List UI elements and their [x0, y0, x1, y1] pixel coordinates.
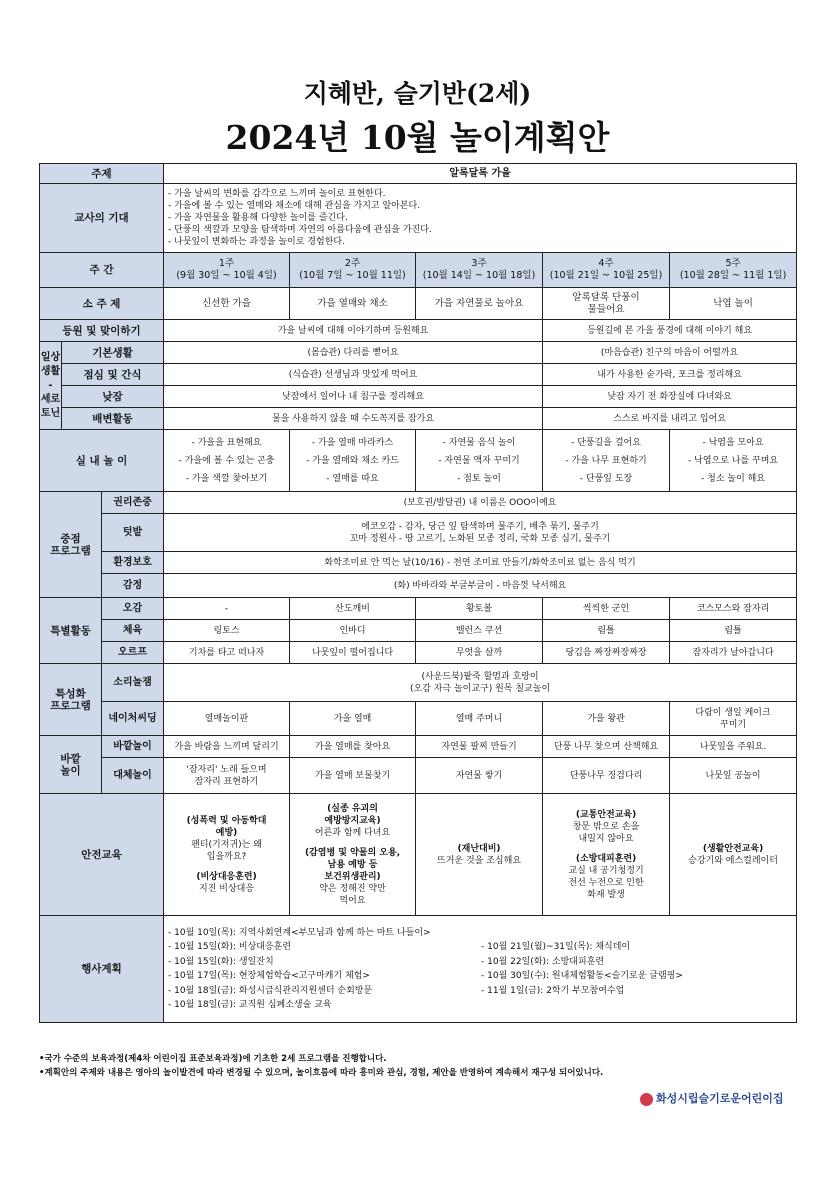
indoor-cell — [416, 430, 543, 492]
subtheme-cell: 가을 자연물로 놀아요 — [416, 288, 543, 320]
week-header-line: (10월 7일 ~ 10월 11일) — [299, 270, 406, 281]
expect-label: 교사의 기대 — [40, 184, 164, 253]
basic-right: (마음습관) 친구의 마음이 어떨까요 — [543, 342, 797, 364]
safety-cell — [416, 794, 543, 916]
outdoor-cell — [164, 736, 290, 758]
title-line2: 2024년 10월 놀이계획안 — [225, 118, 610, 157]
indoor-label: 실 내 놀 이 — [40, 430, 164, 492]
week-header — [164, 253, 290, 288]
outdoor-cell-line: 나뭇잎을 주워요. — [699, 741, 767, 752]
title-line1: 지혜반, 슬기반(2세) — [303, 79, 532, 108]
pe-cell-line: 밸런스 쿠션 — [455, 625, 503, 636]
safety-label: 안전교육 — [40, 794, 164, 916]
char-group-label: 특성화 프로그램 — [40, 664, 102, 736]
routine-group-label: 일상 생활 - 세로 토닌 — [40, 342, 62, 430]
events-right — [481, 926, 794, 1013]
indoor-cell-line: - 낙엽으로 나를 꾸며요 — [688, 455, 779, 466]
garden-value — [164, 514, 797, 552]
nap-label: 낮잠 — [62, 386, 164, 408]
orff-cell — [543, 642, 670, 664]
safety-cell — [290, 794, 416, 916]
week-header-line: 4주 — [598, 258, 614, 269]
theme-label: 주제 — [40, 164, 164, 184]
basic-label: 기본생활 — [62, 342, 164, 364]
safety-heading: (비상대응훈련) — [196, 871, 257, 882]
alt-cell: 자연물 쌓기 — [416, 758, 543, 794]
subtheme-cell: 낙엽 놀이 — [670, 288, 797, 320]
indoor-cell — [543, 430, 670, 492]
logo-text: 화성시립슬기로운어린이집 — [656, 1092, 784, 1105]
orff-cell-line: 나뭇잎이 떨어집니다 — [311, 647, 394, 658]
alt-cell: '잠자리' 노래 들으며 잠자리 표현하기 — [164, 758, 290, 794]
event-item: - 10월 17일(목): 현장체험학습<고구마캐기 체험> — [168, 971, 370, 981]
week-header-line: 2주 — [344, 258, 361, 269]
garden-line: 에코오감 - 감자, 당근 잎 탐색하며 물주기, 배추 묶기, 물주기 — [361, 521, 599, 532]
outdoor-cell-line: 자연물 팔찌 만들기 — [441, 741, 517, 752]
indoor-cell-line: - 낙엽을 모아요 — [702, 437, 764, 448]
indoor-cell-line: - 가을을 표현해요 — [191, 437, 262, 448]
five-sense-cell-line: - — [224, 603, 229, 614]
pe-label: 체육 — [102, 620, 164, 642]
expectation-item: - 가을 자연물을 활용해 다양한 놀이를 즐긴다. — [168, 213, 348, 223]
nature-cell: 다람이 생일 케이크 꾸미기 — [670, 702, 797, 736]
event-item: - 10월 15일(화): 생일잔치 — [168, 956, 274, 967]
safety-heading: (재난대비) — [457, 843, 501, 854]
alt-cell: 가을 열매 보물찾기 — [290, 758, 416, 794]
event-item: - 10월 30일(수): 원내체험활동<슬기로운 글램핑> — [481, 971, 683, 981]
five-sense-cell-line: 산도깨비 — [335, 603, 370, 614]
special-label: 특별활동 — [40, 598, 102, 664]
safety-heading: (소방대피훈련) — [575, 853, 637, 864]
indoor-cell-line: - 가을에 볼 수 있는 곤충 — [178, 455, 275, 466]
safety-body: 교실 내 공기청정기 전선 누전으로 인한 화재 발생 — [568, 865, 644, 900]
sound-line: (사운드북)팥죽 할멈과 호랑이 — [421, 671, 539, 682]
meal-label: 점심 및 간식 — [62, 364, 164, 386]
safety-body: 뜨거운 것을 조심해요 — [437, 855, 522, 866]
safety-cell — [543, 794, 670, 916]
safety-body: 창문 밖으로 손을 내밀지 않아요 — [572, 821, 640, 844]
emotion-label: 감정 — [102, 574, 164, 598]
sound-value — [164, 664, 797, 702]
orff-cell-line: 잠자리가 날아갑니다 — [692, 647, 774, 658]
focus-group-label: 중점 프로그램 — [40, 492, 102, 598]
event-item — [481, 998, 794, 1013]
indoor-cell — [290, 430, 416, 492]
outdoor-cell — [670, 736, 797, 758]
toilet-left: 물을 사용하지 않을 때 수도꼭지를 잠가요 — [164, 408, 543, 430]
nature-cell: 가을 열매 — [290, 702, 416, 736]
nap-right: 낮잠 자기 전 화장실에 다녀와요 — [543, 386, 797, 408]
safety-body: 팬티(기저귀)는 왜 입을까요? — [191, 839, 262, 862]
event-item: - 11월 1일(금): 2학기 부모참여수업 — [481, 985, 625, 996]
meal-left: (식습관) 선생님과 맛있게 먹어요 — [164, 364, 543, 386]
pe-cell — [543, 620, 670, 642]
safety-body: 승강기와 에스컬레이터 — [688, 855, 778, 866]
basic-left: (몸습관) 다리를 뻗어요 — [164, 342, 543, 364]
theme-value: 알록달록 가을 — [164, 164, 797, 184]
nature-cell: 열매 주머니 — [416, 702, 543, 736]
week-header-line: 5주 — [725, 258, 741, 269]
toilet-label: 배변활동 — [62, 408, 164, 430]
orff-cell-line: 무엇을 살까 — [455, 647, 503, 658]
arrival-left: 가을 날씨에 대해 이야기하며 등원해요 — [164, 320, 543, 342]
alt-cell: 나뭇잎 공놀이 — [670, 758, 797, 794]
expectation-item: - 가을 날씨의 변화를 감각으로 느끼며 놀이로 표현한다. — [168, 189, 386, 199]
env-label: 환경보호 — [102, 552, 164, 574]
indoor-cell-line: - 자연물 음식 놀이 — [442, 437, 516, 448]
events-left — [168, 926, 481, 1013]
orff-cell-line: 기차를 타고 떠나자 — [188, 647, 265, 658]
event-item — [481, 926, 794, 941]
sound-label: 소리놀잼 — [102, 664, 164, 702]
pe-cell-line: 링토스 — [213, 625, 240, 636]
week-header-line: (10월 21일 ~ 10월 25일) — [549, 270, 663, 281]
indoor-cell — [670, 430, 797, 492]
outdoor-label: 바깥놀이 — [102, 736, 164, 758]
toilet-right: 스스로 바지를 내리고 입어요 — [543, 408, 797, 430]
orff-cell — [416, 642, 543, 664]
five-sense-cell-line: 씩씩한 군인 — [582, 603, 630, 614]
indoor-cell-line: - 자연물 액자 꾸미기 — [438, 455, 520, 466]
five-sense-cell-line: 황토볼 — [465, 603, 493, 614]
week-header — [290, 253, 416, 288]
safety-heading: (교통안전교육) — [575, 809, 637, 820]
indoor-cell — [164, 430, 290, 492]
event-item: - 10월 10일(목): 지역사회연계<부모님과 함께 하는 마트 나들이> — [168, 927, 431, 938]
orff-label: 오르프 — [102, 642, 164, 664]
safety-cell — [670, 794, 797, 916]
emotion-value: (화) 바바라와 부글부글이 - 마음껏 낙서해요 — [164, 574, 797, 598]
indoor-cell-line: - 가을 나무 표현하기 — [565, 455, 647, 466]
garden-line: 꼬마 정원사 - 땅 고르기, 노화된 모종 정리, 국화 모종 심기, 물주기 — [349, 533, 611, 544]
subtheme-cell: 알록달록 단풍이 물들어요 — [543, 288, 670, 320]
rights-value: (보호권/발달권) 내 이름은 OOO이예요 — [164, 492, 797, 514]
safety-body: 지진 비상대응 — [199, 883, 255, 894]
alt-label: 대체놀이 — [102, 758, 164, 794]
pe-cell — [670, 620, 797, 642]
event-item: - 10월 18일(금): 화성시급식관리지원센터 순회방문 — [168, 985, 373, 996]
five-sense-cell — [543, 598, 670, 620]
safety-heading: (감염병 및 약물의 오용, 남용 예방 등 보건위생관리) — [304, 847, 401, 882]
nap-left: 낮잠에서 일어나 내 침구를 정리해요 — [164, 386, 543, 408]
event-item: - 10월 22일(화): 소방대피훈련 — [481, 956, 605, 967]
rights-label: 권리존중 — [102, 492, 164, 514]
event-item: - 10월 15일(화): 비상대응훈련 — [168, 942, 292, 952]
subtheme-label: 소 주 제 — [40, 288, 164, 320]
events-cell — [164, 916, 797, 1023]
plan-table — [39, 163, 797, 1023]
week-header — [670, 253, 797, 288]
indoor-cell-line: - 열매를 따요 — [326, 473, 379, 484]
subtheme-cell: 가을 열매와 채소 — [290, 288, 416, 320]
safety-body: 어른과 함께 다녀요 — [314, 827, 391, 838]
footnote-1: •국가 수준의 보육과정(제4차 어린이집 표준보육과정)에 기초한 2세 프로그램을 진행합니다. — [39, 1054, 387, 1064]
indoor-cell-line: - 점토 놀이 — [457, 473, 501, 484]
event-item: - 10월 21일(월)~31일(목): 채식데이 — [481, 942, 631, 952]
five-sense-cell — [416, 598, 543, 620]
week-header-line: 3주 — [471, 258, 487, 269]
env-value: 화학조미료 안 먹는 날(10/16) - 천연 조미료 만들기/화학조미료 없는 음식 먹기 — [164, 552, 797, 574]
five-sense-cell — [164, 598, 290, 620]
pe-cell — [290, 620, 416, 642]
outdoor-group-label: 바깥 놀이 — [40, 736, 102, 794]
five-sense-cell — [290, 598, 416, 620]
indoor-cell-line: - 가을 열매 마라카스 — [311, 437, 394, 448]
arrival-right: 등원길에 본 가을 풍경에 대해 이야기 해요 — [543, 320, 797, 342]
safety-body: 약은 정해진 약만 먹어요 — [319, 883, 386, 906]
expectation-item: - 단풍의 색깔과 모양을 탐색하며 자연의 아름다움에 관심을 가진다. — [168, 225, 432, 235]
five-label: 오감 — [102, 598, 164, 620]
week-header-line: 1주 — [218, 258, 235, 269]
outdoor-cell-line: 가을 바람을 느끼며 달리기 — [174, 741, 279, 752]
orff-cell — [164, 642, 290, 664]
expectation-item: - 가을에 볼 수 있는 열매와 채소에 대해 관심을 가지고 알아본다. — [168, 201, 421, 211]
orff-cell-line: 당김음 짜장짜장짜장 — [565, 647, 647, 658]
daycare-logo-icon — [640, 1093, 653, 1106]
five-sense-cell — [670, 598, 797, 620]
indoor-cell-line: - 단풍잎 도장 — [579, 473, 633, 484]
sound-line: (오감 자극 놀이교구) 원목 칠교놀이 — [409, 683, 551, 694]
indoor-cell-line: - 가을 색깔 찾아보기 — [185, 473, 268, 484]
safety-heading: (생활안전교육) — [702, 843, 764, 854]
safety-heading: (성폭력 및 아동학대 예방) — [186, 815, 267, 838]
expectation-item: - 나뭇잎이 변화하는 과정을 놀이로 경험한다. — [168, 237, 345, 247]
arrival-label: 등원 및 맞이하기 — [40, 320, 164, 342]
footnote-2: •계획안의 주제와 내용은 영아의 놀이발견에 따라 변경될 수 있으며, 놀이흐름에 따라 흥미와 관심, 경험, 제안을 반영하여 계속해서 재구성 되어있니다. — [39, 1068, 604, 1078]
pe-cell-line: 림틀 — [724, 625, 742, 636]
event-label: 행사계획 — [40, 916, 164, 1023]
week-header-line: (9월 30일 ~ 10월 4일) — [176, 270, 277, 281]
expectations-list — [164, 184, 797, 253]
week-header — [543, 253, 670, 288]
alt-cell: 단풍나무 징검다리 — [543, 758, 670, 794]
five-sense-cell-line: 코스모스와 잠자리 — [696, 603, 770, 614]
meal-right: 내가 사용한 숟가락, 포크를 정리해요 — [543, 364, 797, 386]
outdoor-cell — [416, 736, 543, 758]
pe-cell — [416, 620, 543, 642]
pe-cell-line: 림틀 — [597, 625, 615, 636]
garden-label: 텃밭 — [102, 514, 164, 552]
pe-cell — [164, 620, 290, 642]
week-header — [416, 253, 543, 288]
safety-heading: (실종 유괴의 예방방지교육) — [324, 803, 381, 826]
nature-cell: 가을 왕관 — [543, 702, 670, 736]
outdoor-cell-line: 가을 열매를 찾아요 — [314, 741, 391, 752]
safety-cell — [164, 794, 290, 916]
pe-cell-line: 인바디 — [339, 625, 366, 636]
week-header-line: (10월 14일 ~ 10월 18일) — [422, 270, 536, 281]
week-label: 주 간 — [40, 253, 164, 288]
nature-cell: 열매놀이판 — [164, 702, 290, 736]
outdoor-cell-line: 단풍 나무 찾으며 산책해요 — [553, 741, 659, 752]
event-item: - 10월 18일(금): 교직원 심폐소생술 교육 — [168, 1000, 332, 1010]
indoor-cell-line: - 단풍길을 걸어요 — [571, 437, 641, 448]
outdoor-cell — [290, 736, 416, 758]
indoor-cell-line: - 청소 놀이 해요 — [701, 473, 766, 484]
indoor-cell-line: - 가을 열매와 채소 카드 — [306, 455, 399, 466]
orff-cell — [670, 642, 797, 664]
week-header-line: (10월 28일 ~ 11월 1일) — [679, 270, 787, 281]
nature-label: 네이처씨딩 — [102, 702, 164, 736]
orff-cell — [290, 642, 416, 664]
outdoor-cell — [543, 736, 670, 758]
subtheme-cell: 신선한 가을 — [164, 288, 290, 320]
daycare-logo — [640, 1090, 784, 1106]
